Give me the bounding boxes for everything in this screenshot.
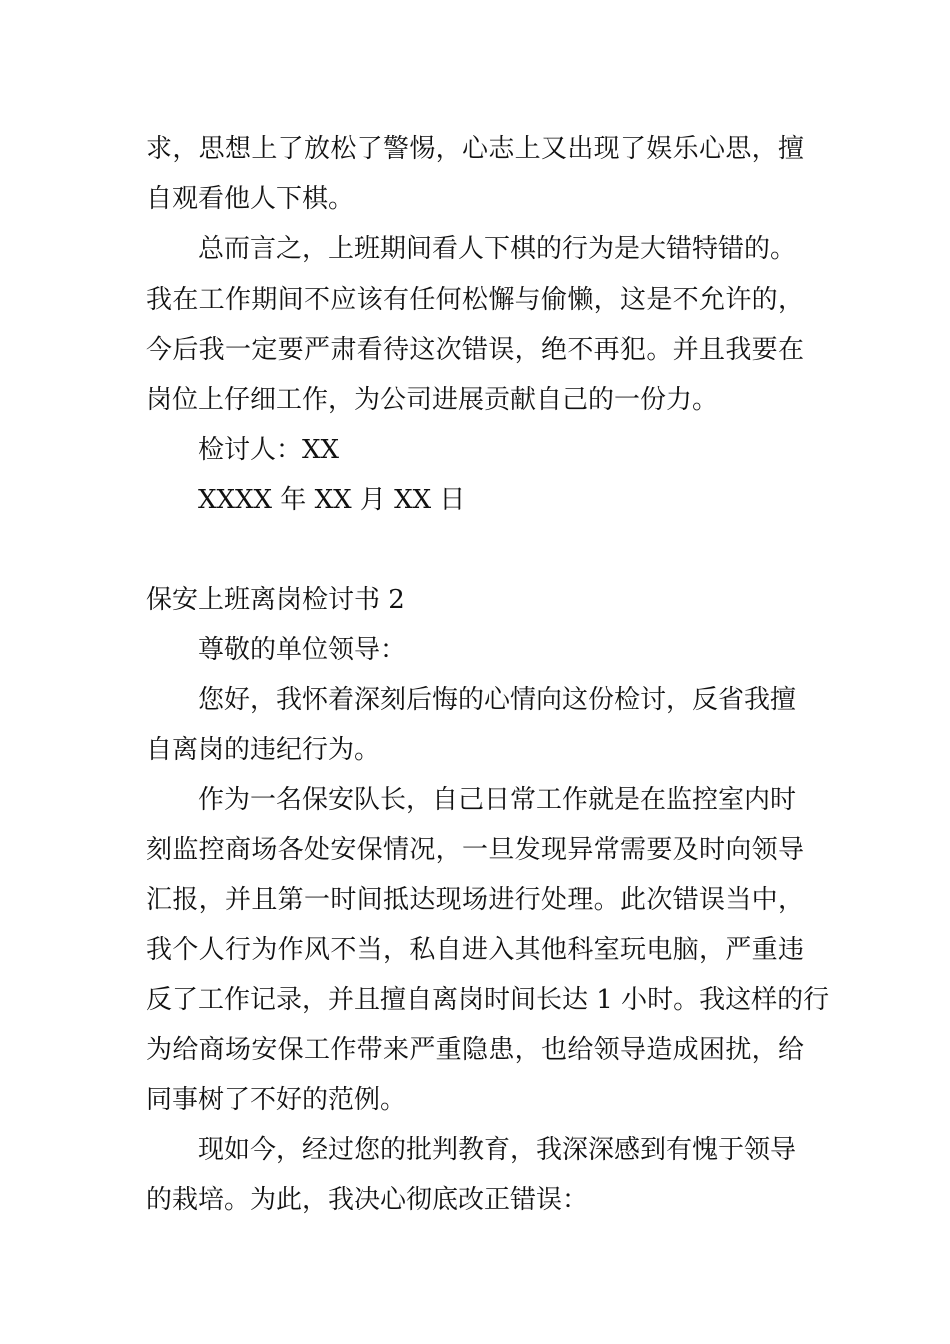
paragraph-line: 总而言之，上班期间看人下棋的行为是大错特错的。: [198, 234, 797, 264]
paragraph-line: 汇报，并且第一时间抵达现场进行处理。此次错误当中，: [146, 885, 804, 915]
paragraph-line: 我在工作期间不应该有任何松懈与偷懒，这是不允许的，: [146, 285, 804, 315]
section-title: 保安上班离岗检讨书 2: [146, 585, 405, 615]
paragraph-line: 您好，我怀着深刻后悔的心情向这份检讨，反省我擅: [198, 685, 797, 715]
paragraph-line: 同事树了不好的范例。: [146, 1085, 407, 1115]
date-line: XXXX 年 XX 月 XX 日: [198, 485, 466, 515]
paragraph-line: 反了工作记录，并且擅自离岗时间长达 1 小时。我这样的行: [146, 985, 830, 1015]
paragraph-line: 现如今，经过您的批判教育，我深深感到有愧于领导: [198, 1135, 797, 1165]
paragraph-line: 自离岗的违纪行为。: [146, 735, 381, 765]
paragraph-line: 刻监控商场各处安保情况，一旦发现异常需要及时向领导: [146, 835, 804, 865]
signature-line: 检讨人：XX: [198, 435, 340, 465]
paragraph-line: 作为一名保安队长，自己日常工作就是在监控室内时: [198, 785, 797, 815]
salutation: 尊敬的单位领导：: [198, 635, 407, 665]
paragraph-line: 我个人行为作风不当，私自进入其他科室玩电脑，严重违: [146, 935, 804, 965]
paragraph-line: 求，思想上了放松了警惕，心志上又出现了娱乐心思，擅: [146, 134, 804, 164]
paragraph-line: 岗位上仔细工作，为公司进展贡献自己的一份力。: [146, 385, 719, 415]
paragraph-line: 自观看他人下棋。: [146, 184, 355, 214]
paragraph-line: 为给商场安保工作带来严重隐患，也给领导造成困扰，给: [146, 1035, 804, 1065]
paragraph-line: 的栽培。为此，我决心彻底改正错误：: [146, 1185, 589, 1215]
paragraph-line: 今后我一定要严肃看待这次错误，绝不再犯。并且我要在: [146, 335, 804, 365]
